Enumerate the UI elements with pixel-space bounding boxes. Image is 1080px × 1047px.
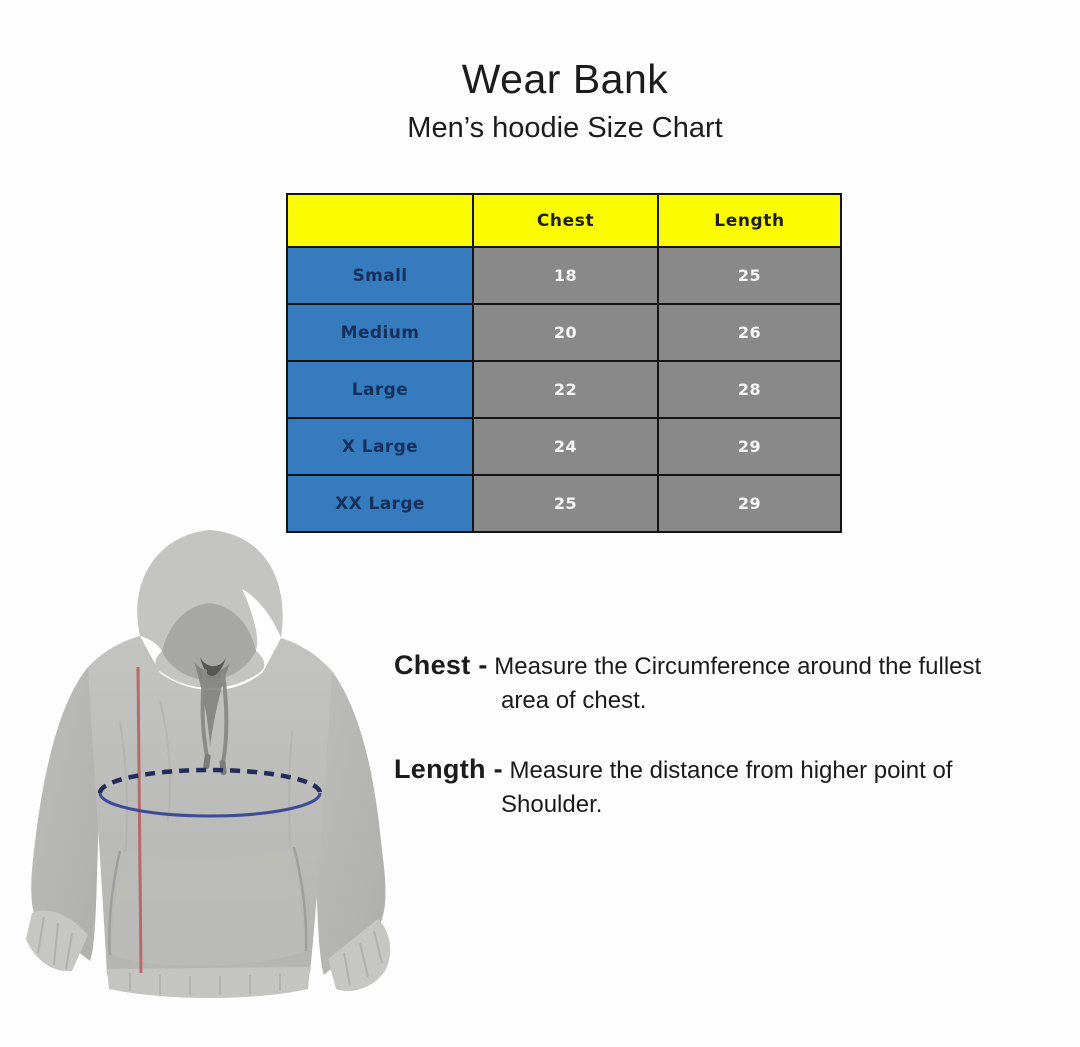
length-value: 28 xyxy=(658,361,841,418)
size-label: X Large xyxy=(287,418,473,475)
chest-note-text: Measure the Circumference around the fullest xyxy=(494,653,982,680)
chest-value: 25 xyxy=(473,475,658,532)
title-block xyxy=(50,56,1080,145)
length-note-label: Length - xyxy=(394,754,503,784)
chest-value: 20 xyxy=(473,304,658,361)
table-row xyxy=(287,304,841,361)
length-value: 26 xyxy=(658,304,841,361)
table-header-row xyxy=(287,194,841,247)
length-value: 29 xyxy=(658,418,841,475)
size-chart-table xyxy=(286,193,842,533)
chest-note-label: Chest - xyxy=(394,650,488,680)
length-value: 29 xyxy=(658,475,841,532)
length-note-text: Measure the distance from higher point of xyxy=(509,757,953,784)
table-row xyxy=(287,247,841,304)
length-note xyxy=(394,752,1080,822)
page-subtitle: Men’s hoodie Size Chart xyxy=(407,112,723,144)
table-row xyxy=(287,418,841,475)
hoodie-svg xyxy=(10,521,410,1033)
chest-value: 24 xyxy=(473,418,658,475)
size-label: Medium xyxy=(287,304,473,361)
length-value: 25 xyxy=(658,247,841,304)
header-cell-chest: Chest xyxy=(473,194,658,247)
page-title: Wear Bank xyxy=(461,56,669,102)
header-cell-empty xyxy=(287,194,473,247)
length-note-line1 xyxy=(394,752,1080,788)
header-cell-length: Length xyxy=(658,194,841,247)
chest-note-line1 xyxy=(394,648,1080,684)
size-label: Large xyxy=(287,361,473,418)
length-note-line2: Shoulder. xyxy=(501,791,603,818)
size-label: XX Large xyxy=(287,475,473,532)
table-row xyxy=(287,361,841,418)
chest-note-line2: area of chest. xyxy=(501,687,647,714)
size-label: Small xyxy=(287,247,473,304)
chest-note xyxy=(394,648,1080,718)
chest-value: 22 xyxy=(473,361,658,418)
hoodie-illustration xyxy=(10,521,410,1033)
chest-value: 18 xyxy=(473,247,658,304)
